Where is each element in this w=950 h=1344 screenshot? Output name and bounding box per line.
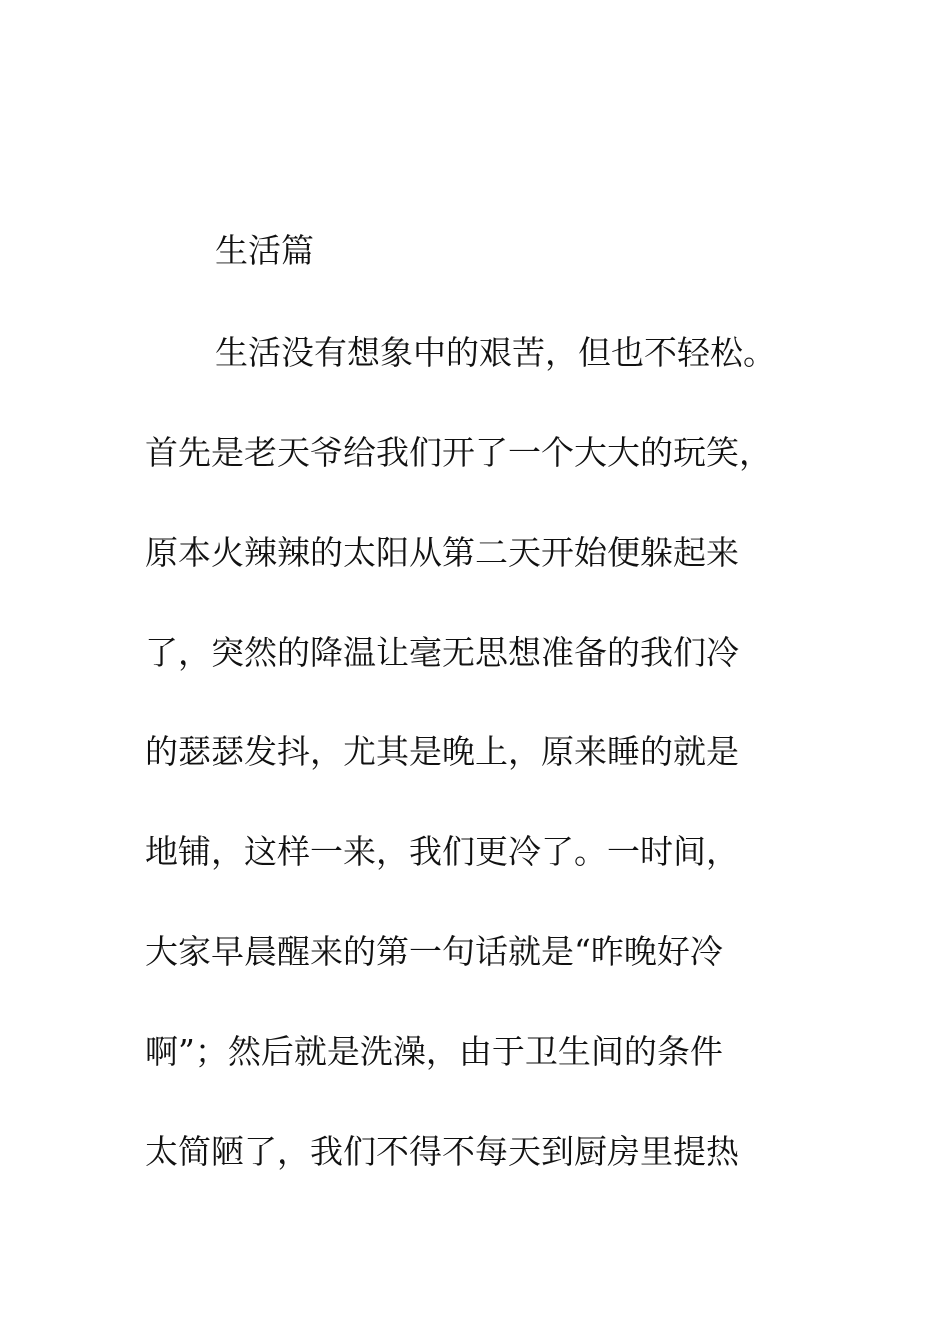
paragraph-line: 了，突然的降温让毫无思想准备的我们冷 — [145, 633, 739, 672]
paragraph-line: 地铺，这样一来，我们更冷了。一时间， — [145, 832, 739, 871]
paragraph-line: 生活没有想象中的艰苦，但也不轻松。 — [215, 333, 776, 372]
paragraph-line: 太简陋了，我们不得不每天到厨房里提热 — [145, 1132, 739, 1171]
paragraph-line: 大家早晨醒来的第一句话就是“昨晚好冷 — [145, 932, 723, 971]
paragraph-line: 首先是老天爷给我们开了一个大大的玩笑， — [145, 433, 772, 472]
section-heading: 生活篇 — [215, 231, 314, 270]
paragraph-line: 啊”；然后就是洗澡，由于卫生间的条件 — [145, 1032, 723, 1071]
paragraph-line: 的瑟瑟发抖，尤其是晚上，原来睡的就是 — [145, 732, 739, 771]
paragraph-line: 原本火辣辣的太阳从第二天开始便躲起来 — [145, 533, 739, 572]
